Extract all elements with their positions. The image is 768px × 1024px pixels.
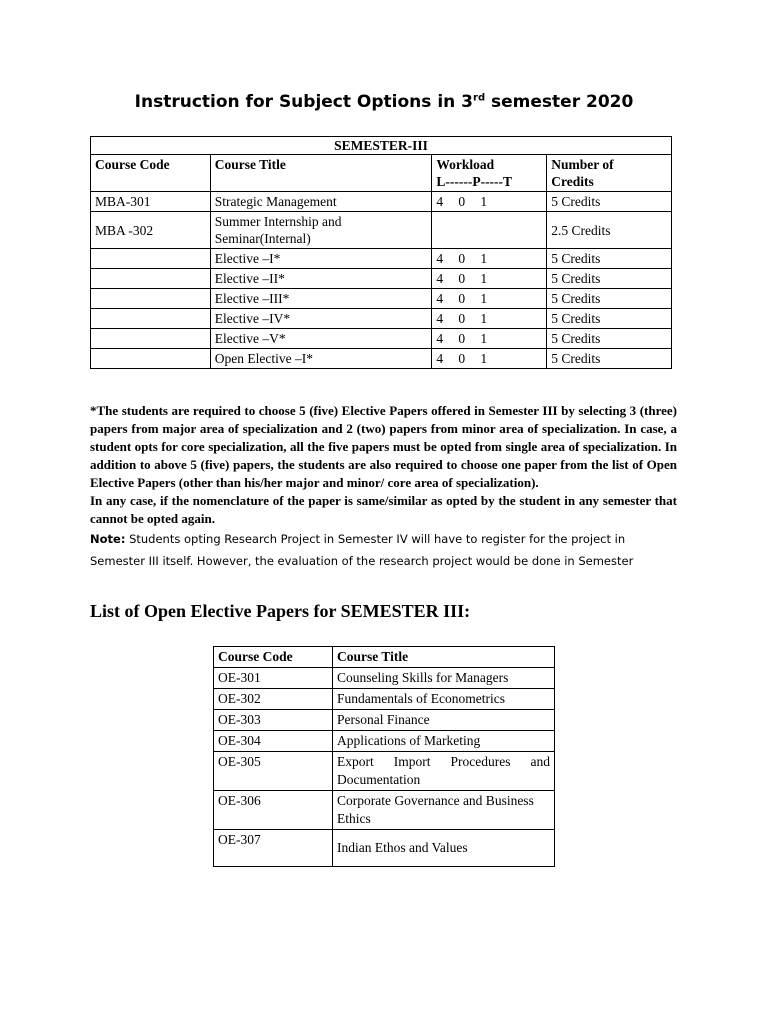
col-credits <box>547 155 672 192</box>
table-row <box>214 791 555 830</box>
course-title-cell: Elective –III* <box>210 289 432 309</box>
workload-cell <box>432 212 547 249</box>
research-note <box>90 528 677 572</box>
workload-cell <box>432 329 547 349</box>
workload-l: 4 <box>436 311 444 326</box>
table-row <box>91 349 672 369</box>
course-code-cell <box>91 289 211 309</box>
credits-label-1: Number of <box>551 157 614 172</box>
table-row <box>214 668 555 689</box>
credits-label-2: Credits <box>551 174 594 189</box>
course-code-cell <box>91 269 211 289</box>
oe-col-course-title: Course Title <box>333 647 555 668</box>
credits-cell: 5 Credits <box>547 249 672 269</box>
workload-label: Workload <box>436 157 495 172</box>
oe-title-cell: Fundamentals of Econometrics <box>333 689 555 710</box>
course-title-cell: Elective –II* <box>210 269 432 289</box>
table-row <box>214 830 555 867</box>
table-row <box>214 752 555 791</box>
workload-p: 0 <box>458 311 466 326</box>
table-row <box>91 289 672 309</box>
course-title-cell: Elective –I* <box>210 249 432 269</box>
workload-sublabel: L------P-----T <box>436 174 513 189</box>
col-course-title: Course Title <box>210 155 432 192</box>
col-workload <box>432 155 547 192</box>
table-row <box>91 249 672 269</box>
table-row <box>214 710 555 731</box>
workload-l: 4 <box>436 291 444 306</box>
oe-code-cell: OE-306 <box>214 791 333 830</box>
col-course-code: Course Code <box>91 155 211 192</box>
credits-cell: 5 Credits <box>547 289 672 309</box>
credits-cell: 5 Credits <box>547 309 672 329</box>
semester-table <box>90 136 672 369</box>
course-code-cell <box>91 329 211 349</box>
oe-code-cell: OE-305 <box>214 752 333 791</box>
title-superscript: rd <box>473 92 486 104</box>
workload-l: 4 <box>436 331 444 346</box>
instructions-para-1: *The students are required to choose 5 (five) Elective Papers offered in Semester III by selecting 3 (three) papers from major area of specialization and 2 (two) papers from minor area of specialization. In case, a student opts for core specialization, all the five papers must be opted from single area of specialization. In addition to above 5 (five) papers, the students are also required to choose one paper from the list of Open Elective Papers (other than his/her major and minor/ core area of specialization). <box>90 403 677 490</box>
oe-title-cell: Export Import Procedures and Documentation <box>333 752 555 791</box>
workload-t: 1 <box>480 251 488 266</box>
table-row <box>91 192 672 212</box>
workload-t: 1 <box>480 351 488 366</box>
course-title-cell: Open Elective –I* <box>210 349 432 369</box>
title-text-suffix: semester 2020 <box>485 92 634 112</box>
oe-code-cell: OE-301 <box>214 668 333 689</box>
course-code-cell <box>91 309 211 329</box>
table-row <box>91 329 672 349</box>
course-code-cell <box>91 249 211 269</box>
workload-t: 1 <box>480 291 488 306</box>
semester-table-header <box>91 155 672 192</box>
workload-cell <box>432 309 547 329</box>
instructions-block <box>90 402 677 572</box>
course-code-cell: MBA -302 <box>91 212 211 249</box>
workload-p: 0 <box>458 351 466 366</box>
workload-t: 1 <box>480 194 488 209</box>
workload-l: 4 <box>436 351 444 366</box>
page-title <box>0 92 768 112</box>
open-elective-table-header <box>214 647 555 668</box>
oe-code-cell: OE-307 <box>214 830 333 867</box>
open-elective-heading: List of Open Elective Papers for SEMESTER III: <box>90 601 471 621</box>
oe-code-cell: OE-303 <box>214 710 333 731</box>
workload-p: 0 <box>458 194 466 209</box>
workload-t: 1 <box>480 331 488 346</box>
oe-col-course-code: Course Code <box>214 647 333 668</box>
semester-heading: SEMESTER-III <box>91 137 672 155</box>
credits-cell: 5 Credits <box>547 192 672 212</box>
table-row <box>214 731 555 752</box>
oe-title-cell: Corporate Governance and Business Ethics <box>333 791 555 830</box>
credits-cell: 5 Credits <box>547 349 672 369</box>
oe-title-cell: Indian Ethos and Values <box>333 830 555 867</box>
workload-l: 4 <box>436 251 444 266</box>
note-text: Students opting Research Project in Semester IV will have to register for the project in Semester III itself. However, the evaluation of the research project would be done in Semester <box>90 532 634 568</box>
course-title-cell: Strategic Management <box>210 192 432 212</box>
credits-cell: 2.5 Credits <box>547 212 672 249</box>
course-title-cell: Summer Internship and Seminar(Internal) <box>210 212 432 249</box>
workload-t: 1 <box>480 271 488 286</box>
oe-title-cell: Counseling Skills for Managers <box>333 668 555 689</box>
course-title-cell: Elective –IV* <box>210 309 432 329</box>
workload-l: 4 <box>436 271 444 286</box>
note-label: Note: <box>90 532 126 546</box>
workload-t: 1 <box>480 311 488 326</box>
workload-cell <box>432 349 547 369</box>
table-row <box>91 269 672 289</box>
workload-p: 0 <box>458 291 466 306</box>
course-title-cell: Elective –V* <box>210 329 432 349</box>
oe-title-cell: Personal Finance <box>333 710 555 731</box>
oe-code-cell: OE-302 <box>214 689 333 710</box>
workload-p: 0 <box>458 271 466 286</box>
workload-p: 0 <box>458 331 466 346</box>
open-elective-table <box>213 646 555 867</box>
course-code-cell <box>91 349 211 369</box>
oe-code-cell: OE-304 <box>214 731 333 752</box>
oe-title-cell: Applications of Marketing <box>333 731 555 752</box>
workload-cell <box>432 192 547 212</box>
workload-cell <box>432 249 547 269</box>
credits-cell: 5 Credits <box>547 329 672 349</box>
workload-cell <box>432 289 547 309</box>
table-row <box>214 689 555 710</box>
table-row <box>91 212 672 249</box>
workload-cell <box>432 269 547 289</box>
credits-cell: 5 Credits <box>547 269 672 289</box>
workload-p: 0 <box>458 251 466 266</box>
instructions-para-2: In any case, if the nomenclature of the paper is same/similar as opted by the student in any semester that cannot be opted again. <box>90 493 677 526</box>
table-row <box>91 309 672 329</box>
workload-l: 4 <box>436 194 444 209</box>
course-code-cell: MBA-301 <box>91 192 211 212</box>
title-text: Instruction for Subject Options in 3 <box>134 92 474 112</box>
